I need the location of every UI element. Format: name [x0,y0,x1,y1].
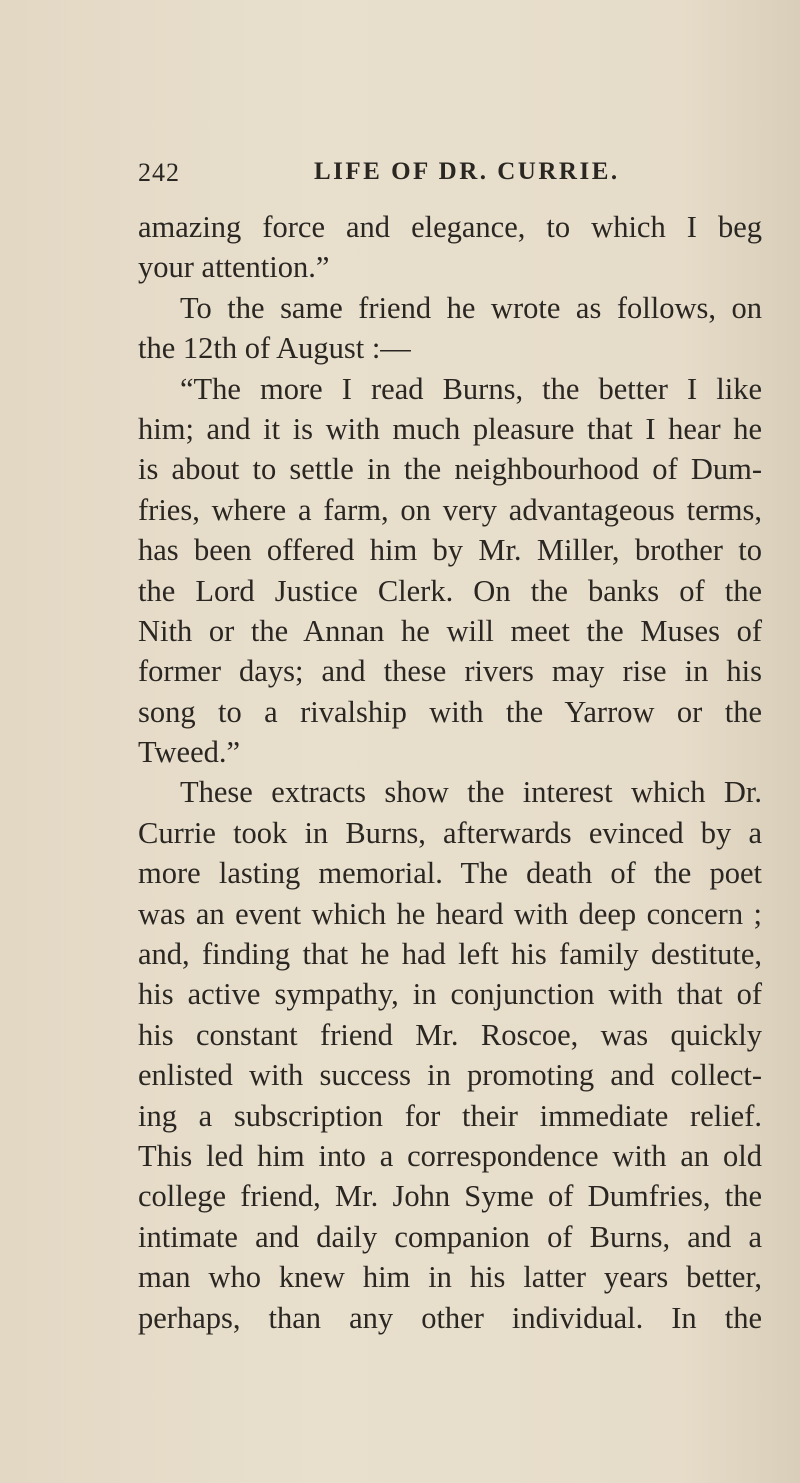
text-line: Tweed.” [138,735,241,770]
text-line: fries, where a farm, on very advantageous terms, [138,492,762,527]
text-line: has been offered him by Mr. Miller, brother to [138,533,762,568]
text-line: man who knew him in his latter years better, [138,1260,762,1295]
text-line: your attention.” [138,250,330,285]
text-line: enlisted with success in promoting and collect- [138,1058,762,1093]
text-line: former days; and these rivers may rise in his [138,654,762,689]
page-number: 242 [138,158,180,187]
text-line: him; and it is with much pleasure that I hear he [138,411,762,446]
body-text [138,207,762,1338]
text-line: the Lord Justice Clerk. On the banks of the [138,573,762,608]
text-line: This led him into a correspondence with an old [138,1138,762,1173]
text-line: and, finding that he had left his family destitute, [138,937,762,972]
text-line: his active sympathy, in conjunction with that of [138,977,762,1012]
text-line: “The more I read Burns, the better I like [180,371,762,406]
text-line: To the same friend he wrote as follows, on [180,290,762,325]
running-head [138,158,658,198]
text-line: intimate and daily companion of Burns, and a [138,1219,762,1254]
text-line: is about to settle in the neighbourhood of Dum- [138,452,762,487]
text-line: was an event which he heard with deep concern ; [138,896,762,931]
text-line: Nith or the Annan he will meet the Muses of [138,613,762,648]
text-line: college friend, Mr. John Syme of Dumfries, the [138,1179,762,1214]
text-line: amazing force and elegance, to which I beg [138,210,762,244]
text-line: the 12th of August :— [138,331,411,366]
text-line: his constant friend Mr. Roscoe, was quickly [138,1017,762,1052]
text-line: ing a subscription for their immediate relief. [138,1098,762,1133]
running-title: LIFE OF DR. CURRIE. [314,158,620,185]
text-line: more lasting memorial. The death of the poet [138,856,762,891]
text-line: perhaps, than any other individual. In the [138,1300,762,1335]
text-line: Currie took in Burns, afterwards evinced by a [138,815,762,850]
text-line: These extracts show the interest which Dr. [180,775,762,810]
text-line: song to a rivalship with the Yarrow or the [138,694,762,729]
